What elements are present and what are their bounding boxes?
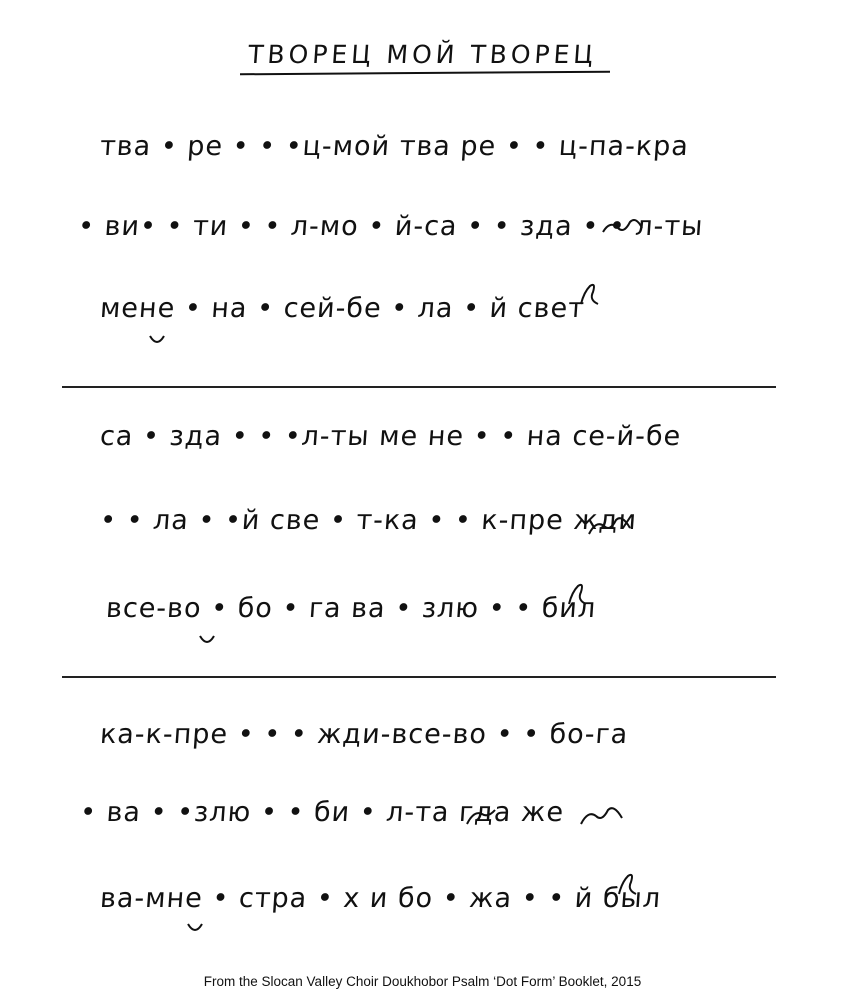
verse-divider xyxy=(62,386,776,388)
loop-mark xyxy=(566,582,590,608)
verse-1-line-1: тва • ре • • •ц-мой тва ре • • ц-па-кра xyxy=(98,131,690,162)
loop-mark xyxy=(616,872,640,898)
verse-divider xyxy=(62,676,776,678)
verse-1-line-3: мене • на • сей-бе • ла • й свет xyxy=(98,293,586,324)
breve-mark xyxy=(198,634,216,646)
page-title: ТВОРЕЦ МОЙ ТВОРЕЦ xyxy=(247,40,598,69)
title-underline xyxy=(240,71,610,76)
verse-2-line-3: все-во • бо • га ва • злю • • бил xyxy=(104,593,598,624)
tie-mark xyxy=(464,804,498,828)
verse-2-line-1: са • зда • • •л-ты ме не • • на се-й-бе xyxy=(98,421,683,452)
verse-3-line-3: ва-мне • стра • х и бо • жа • • й был xyxy=(98,883,663,914)
verse-3-line-2: • ва • •злю • • би • л-та гда же xyxy=(78,797,566,828)
verse-2-line-2: • • ла • •й све • т-ка • • к-пре жди xyxy=(98,505,639,536)
tie-mark xyxy=(586,512,634,538)
breve-mark xyxy=(148,334,166,346)
source-caption: From the Slocan Valley Choir Doukhobor Psalm ‘Dot Form’ Booklet, 2015 xyxy=(203,974,642,989)
loop-mark xyxy=(578,282,602,308)
breve-mark xyxy=(186,922,204,934)
verse-3-line-1: ка-к-пре • • • жди-все-во • • бо-га xyxy=(98,719,630,750)
verse-1-line-2: • ви• • ти • • л-мо • й-са • • зда • • л-ты xyxy=(76,211,705,242)
tie-mark xyxy=(600,214,646,238)
tie-mark xyxy=(578,802,626,828)
